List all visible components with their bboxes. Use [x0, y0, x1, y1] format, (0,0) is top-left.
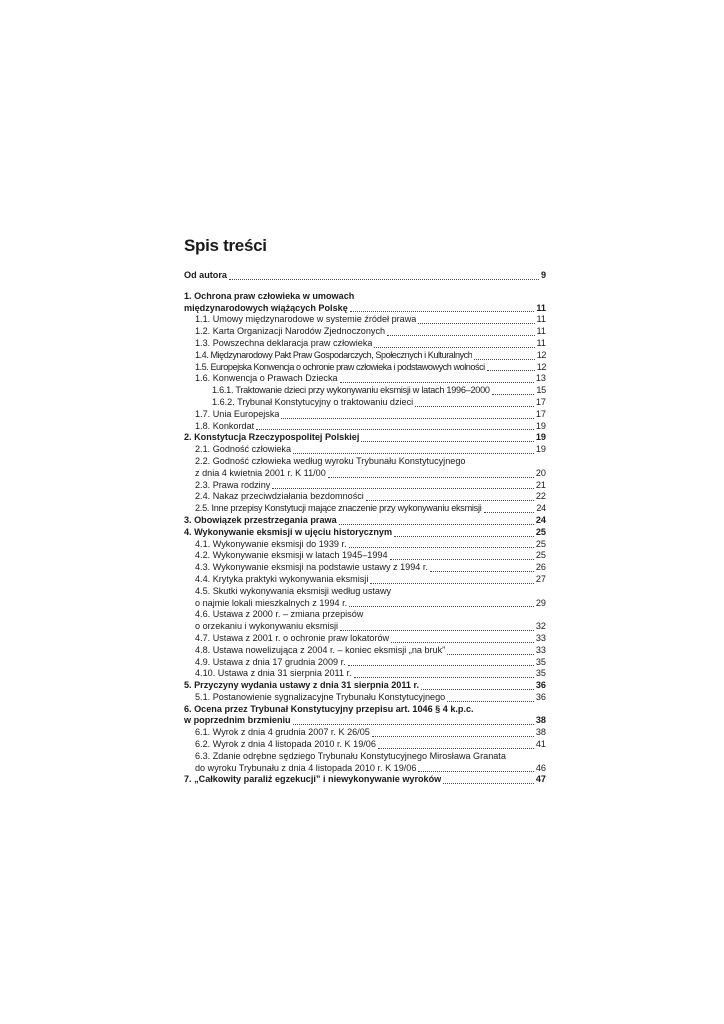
toc-entry-page-number: 47	[535, 774, 546, 785]
toc-entry	[184, 598, 546, 610]
dot-leader	[293, 723, 534, 725]
dot-leader	[415, 405, 534, 407]
dot-leader	[328, 476, 534, 478]
dot-leader	[387, 334, 534, 336]
toc-entry-page-number: 32	[535, 621, 546, 632]
dot-leader	[421, 688, 534, 690]
toc-entry	[184, 291, 546, 303]
toc-entry-label: Od autora	[184, 270, 227, 280]
toc-entry-page-number: 33	[535, 632, 546, 643]
toc-entry	[184, 645, 546, 657]
toc-entry-page-number: 27	[535, 573, 546, 584]
toc-entry-label: 5.1. Postanowienie sygnalizacyjne Trybunału Konstytucyjnego	[195, 691, 446, 702]
toc-entry-label: 4.6. Ustawa z 2000 r. – zmiana przepisów	[195, 609, 364, 620]
toc-entry-label: 1.6.2. Trybunał Konstytucyjny o traktowaniu dzieci	[212, 396, 414, 407]
toc-entry	[184, 314, 546, 326]
toc-entry	[184, 727, 546, 739]
dot-leader	[443, 782, 534, 784]
toc-entry	[184, 751, 546, 763]
toc-entry-page-number: 12	[536, 361, 546, 372]
toc-entry	[184, 715, 546, 727]
toc-entry	[184, 763, 546, 775]
toc-entry-label: 1. Ochrona praw człowieka w umowach	[184, 290, 355, 301]
toc-entry-page-number: 25	[535, 550, 546, 561]
dot-leader	[370, 582, 534, 584]
toc-entry	[184, 621, 546, 633]
dot-leader	[418, 322, 534, 324]
toc-entry-page-number: 11	[536, 302, 546, 313]
toc-list	[184, 270, 546, 786]
toc-entry-label: 2.2. Godność człowieka według wyroku Trybunału Konstytucyjnego	[195, 455, 466, 466]
dot-leader	[361, 440, 534, 442]
table-of-contents	[184, 236, 546, 786]
toc-entry-label: o najmie lokali mieszkalnych z 1994 r.	[195, 597, 348, 608]
dot-leader	[374, 346, 534, 348]
dot-leader	[229, 278, 539, 280]
toc-entry-page-number: 22	[535, 491, 546, 502]
dot-leader	[492, 393, 535, 395]
toc-entry-label: 4.5. Skutki wykonywania eksmisji według ustawy	[195, 585, 392, 596]
toc-entry-label: 2.5. Inne przepisy Konstytucji mające znaczenie przy wykonywaniu eksmisji	[195, 503, 482, 514]
toc-entry-label: 1.8. Konkordat	[195, 420, 255, 431]
toc-entry	[184, 633, 546, 645]
toc-entry	[184, 680, 546, 692]
toc-entry-page-number: 12	[536, 349, 546, 360]
toc-entry-label: 4.10. Ustawa z dnia 31 sierpnia 2011 r.	[195, 668, 352, 679]
toc-entry	[184, 373, 546, 385]
toc-entry-page-number: 13	[535, 373, 546, 384]
dot-leader	[349, 605, 534, 607]
toc-entry-page-number: 24	[536, 503, 546, 514]
toc-entry	[184, 657, 546, 669]
dot-leader	[339, 523, 534, 525]
toc-entry-label: 2.4. Nakaz przeciwdziałania bezdomności	[195, 491, 364, 502]
toc-entry-page-number: 21	[535, 479, 546, 490]
toc-entry-label: o orzekaniu i wykonywaniu eksmisji	[195, 621, 339, 632]
toc-entry-label: 1.7. Unia Europejska	[195, 408, 280, 419]
dot-leader	[487, 369, 535, 371]
toc-entry-page-number: 38	[535, 727, 546, 738]
dot-leader	[354, 676, 534, 678]
toc-entry	[184, 774, 546, 786]
toc-entry-page-number: 17	[535, 408, 546, 419]
toc-entry	[184, 432, 546, 444]
dot-leader	[430, 570, 534, 572]
toc-entry-label: 1.1. Umowy międzynarodowe w systemie źródeł prawa	[195, 314, 417, 325]
toc-entry-label: 6.3. Zdanie odrębne sędziego Trybunału Konstytucyjnego Mirosława Granata	[195, 750, 506, 761]
toc-entry-label: 4.4. Krytyka praktyki wykonywania eksmisji	[195, 573, 369, 584]
toc-entry-label: 2.1. Godność człowieka	[195, 444, 292, 455]
toc-entry-page-number: 26	[535, 562, 546, 573]
toc-entry-label: 4.3. Wykonywanie eksmisji na podstawie ustawy z 1994 r.	[195, 562, 428, 573]
toc-entry-page-number: 17	[535, 396, 546, 407]
toc-entry	[184, 491, 546, 503]
toc-entry-label: 1.5. Europejska Konwencja o ochronie praw człowieka i podstawowych wolności	[195, 361, 485, 372]
dot-leader	[348, 664, 534, 666]
toc-entry-label: z dnia 4 kwietnia 2001 r. K 11/00	[195, 467, 326, 478]
toc-entry-page-number: 15	[536, 385, 546, 396]
dot-leader	[256, 428, 534, 430]
toc-entry	[184, 421, 546, 433]
toc-entry	[184, 480, 546, 492]
toc-entry	[184, 385, 546, 397]
toc-entry	[184, 515, 546, 527]
dot-leader	[340, 629, 534, 631]
dot-leader	[447, 653, 534, 655]
toc-entry-label: 4.7. Ustawa z 2001 r. o ochronie praw lokatorów	[195, 632, 390, 643]
toc-entry-label: 4.1. Wykonywanie eksmisji do 1939 r.	[195, 538, 347, 549]
toc-entry-page-number: 35	[535, 656, 546, 667]
toc-entry-label: 1.4. Międzynarodowy Pakt Praw Gospodarczych, Społecznych i Kulturalnych	[195, 349, 473, 360]
toc-entry	[184, 527, 546, 539]
toc-entry-label: 1.6. Konwencja o Prawach Dziecka	[195, 373, 338, 384]
toc-entry	[184, 550, 546, 562]
toc-entry	[184, 609, 546, 621]
toc-entry-label: 2. Konstytucja Rzeczypospolitej Polskiej	[184, 432, 360, 443]
toc-entry-page-number: 24	[535, 514, 546, 525]
dot-leader	[349, 546, 534, 548]
toc-entry-page-number: 35	[535, 668, 546, 679]
toc-entry-page-number: 36	[535, 691, 546, 702]
dot-leader	[394, 535, 534, 537]
toc-entry	[184, 468, 546, 480]
toc-entry-label: w poprzednim brzmieniu	[184, 715, 291, 726]
toc-entry	[184, 574, 546, 586]
toc-entry	[184, 362, 546, 374]
toc-entry-label: 4. Wykonywanie eksmisji w ujęciu historycznym	[184, 526, 393, 537]
dot-leader	[391, 641, 534, 643]
dot-leader	[447, 700, 534, 702]
toc-spacer	[184, 282, 546, 291]
toc-entry	[184, 562, 546, 574]
toc-entry	[184, 456, 546, 468]
toc-entry	[184, 739, 546, 751]
toc-entry-label: 1.3. Powszechna deklaracja praw człowieka	[195, 337, 373, 348]
dot-leader	[366, 499, 534, 501]
toc-entry-label: międzynarodowych wiążących Polskę	[184, 302, 348, 313]
dot-leader	[390, 558, 534, 560]
toc-entry-page-number: 38	[535, 715, 546, 726]
dot-leader	[484, 511, 535, 513]
toc-entry	[184, 668, 546, 680]
toc-entry-label: 6. Ocena przez Trybunał Konstytucyjny przepisu art. 1046 § 4 k.p.c.	[184, 703, 474, 714]
toc-entry-label: do wyroku Trybunału z dnia 4 listopada 2010 r. K 19/06	[195, 762, 417, 773]
page-title: Spis treści	[184, 236, 267, 255]
toc-entry-page-number: 11	[536, 314, 546, 325]
toc-entry-label: 5. Przyczyny wydania ustawy z dnia 31 sierpnia 2011 r.	[184, 680, 420, 691]
dot-leader	[272, 487, 534, 489]
toc-entry	[184, 326, 546, 338]
toc-entry-label: 1.2. Karta Organizacji Narodów Zjednoczonych	[195, 326, 386, 337]
toc-entry-page-number: 9	[540, 270, 546, 280]
toc-entry	[184, 350, 546, 362]
toc-entry	[184, 338, 546, 350]
toc-entry-page-number: 41	[535, 739, 546, 750]
toc-entry-label: 6.1. Wyrok z dnia 4 grudnia 2007 r. K 26/05	[195, 727, 370, 738]
toc-entry	[184, 303, 546, 315]
toc-entry-page-number: 36	[535, 680, 546, 691]
toc-entry-page-number: 19	[535, 420, 546, 431]
toc-entry-page-number: 29	[535, 597, 546, 608]
toc-entry-label: 4.8. Ustawa nowelizująca z 2004 r. – koniec eksmisji „na bruk”	[195, 644, 446, 655]
toc-entry	[184, 692, 546, 704]
dot-leader	[340, 381, 534, 383]
toc-entry-label: 1.6.1. Traktowanie dzieci przy wykonywaniu eksmisji w latach 1996–2000	[212, 385, 490, 396]
toc-entry	[184, 409, 546, 421]
toc-entry-page-number: 33	[535, 644, 546, 655]
toc-entry-page-number: 19	[535, 432, 546, 443]
dot-leader	[418, 770, 533, 772]
toc-entry	[184, 704, 546, 716]
toc-entry	[184, 503, 546, 515]
toc-entry-page-number: 11	[536, 326, 546, 337]
toc-entry-page-number: 11	[536, 337, 546, 348]
dot-leader	[474, 358, 534, 360]
toc-entry-label: 6.2. Wyrok z dnia 4 listopada 2010 r. K 19/06	[195, 739, 376, 750]
dot-leader	[293, 452, 534, 454]
toc-entry-label: 2.3. Prawa rodziny	[195, 479, 271, 490]
toc-entry	[184, 444, 546, 456]
toc-entry-page-number: 25	[535, 538, 546, 549]
toc-entry-page-number: 46	[535, 762, 546, 773]
toc-entry-label: 7. „Całkowity paraliż egzekucji” i niewykonywanie wyroków	[184, 774, 442, 785]
toc-entry-page-number: 25	[535, 526, 546, 537]
toc-entry-page-number: 19	[535, 444, 546, 455]
toc-entry	[184, 397, 546, 409]
dot-leader	[378, 747, 534, 749]
dot-leader	[350, 310, 535, 312]
dot-leader	[281, 417, 533, 419]
toc-entry-label: 4.9. Ustawa z dnia 17 grudnia 2009 r.	[195, 656, 346, 667]
toc-entry-page-number: 20	[535, 467, 546, 478]
toc-entry-label: 4.2. Wykonywanie eksmisji w latach 1945–1994	[195, 550, 388, 561]
dot-leader	[372, 735, 534, 737]
toc-entry-label: 3. Obowiązek przestrzegania prawa	[184, 514, 337, 525]
toc-entry	[184, 586, 546, 598]
toc-entry	[184, 539, 546, 551]
toc-entry	[184, 270, 546, 282]
